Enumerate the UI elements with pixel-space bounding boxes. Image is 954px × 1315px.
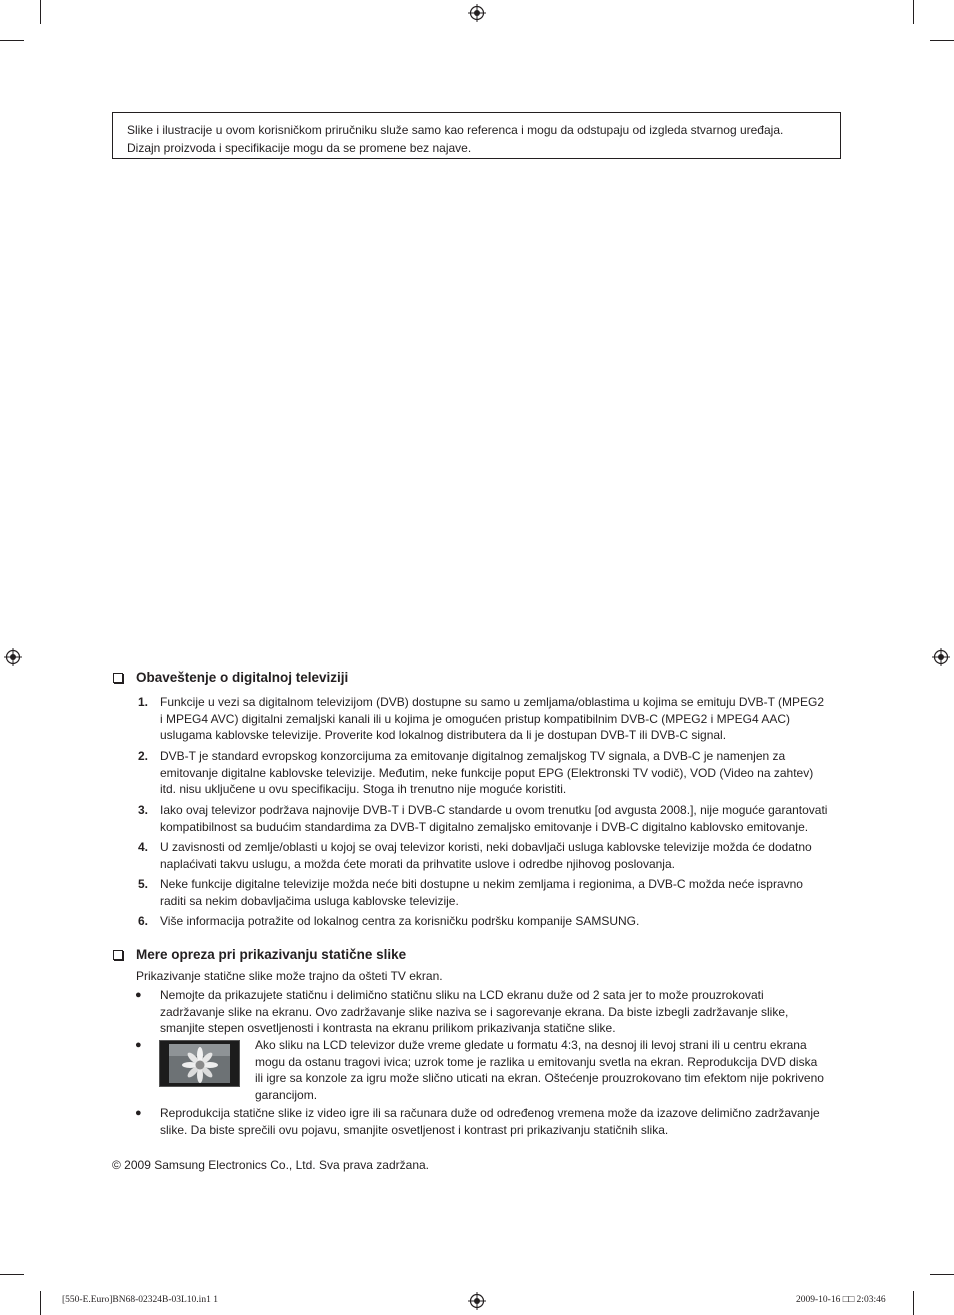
bullet-text (160, 987, 788, 1037)
crop-mark (0, 1274, 24, 1275)
item-line: DVB-T je standard evropskog konzorcijuma za emitovanje digitalnog zemaljskog TV signala, a DVB-C je namenjen za (160, 749, 786, 763)
item-number: 6. (138, 914, 149, 928)
bullet-icon: ● (135, 989, 142, 1001)
item-line: Više informacija potražite od lokalnog centra za korisničku podršku kompanije SAMSUNG. (160, 914, 640, 928)
crop-mark (913, 0, 914, 24)
item-line: raditi sa nekim dobavljačima usluga kablovske televizije. (160, 893, 459, 908)
section-heading-text: Mere opreza pri prikazivanju statične slike (136, 947, 407, 962)
crop-mark (40, 0, 41, 24)
crop-mark (930, 1274, 954, 1275)
item-number: 3. (138, 803, 149, 817)
checkbox-icon (113, 673, 123, 683)
bullet-text (160, 1105, 820, 1138)
notice-line: Dizajn proizvoda i specifikacije mogu da se promene bez najave. (127, 141, 472, 155)
item-line: Funkcije u vezi sa digitalnom televizijom (DVB) dostupne su samo u zemljama/oblastima u kojima se emituju DVB-T (MPEG2 (160, 695, 825, 709)
item-number: 2. (138, 749, 149, 763)
crop-mark (0, 40, 24, 41)
item-number: 4. (138, 840, 149, 854)
tv-flower-image-icon (160, 1041, 239, 1086)
item-line: Neke funkcije digitalne televizije možda neće biti dostupne u nekim zemljama i regionima, a DVB-C možda neće ispravno (160, 877, 803, 891)
registration-mark-icon (468, 1292, 486, 1310)
notice-box (112, 112, 841, 159)
section-heading-still-image (112, 947, 406, 962)
crop-mark (40, 1291, 41, 1315)
section-intro: Prikazivanje statične slike može trajno da ošteti TV ekran. (136, 969, 443, 983)
bullet-icon: ● (135, 1039, 142, 1051)
bullet-line: zadržavanje slike na ekranu. Ovo zadržavanje slike naziva se i sagorevanje ekrana. Da biste izbegli zadržavanje slike, (160, 1004, 789, 1019)
bullet-line: Ako sliku na LCD televizor duže vreme gledate u formatu 4:3, na desnoj ili levoj strani ili u centru ekrana (255, 1038, 807, 1052)
footer-file-info: [550-E.Euro]BN68-02324B-03L10.in1 1 (62, 1295, 218, 1305)
item-line: naplaćivati takvu uslugu, a možda ćete morati da prihvatite uslove i odredbe njihovog poslovanja. (160, 856, 675, 871)
bullet-line: mogu da ostanu tragovi ivica; uzrok tome je razlika u emitovanju svetla na ekran. Reprodukcija DVD diska (255, 1054, 818, 1069)
checkbox-icon (113, 950, 123, 960)
copyright-text: © 2009 Samsung Electronics Co., Ltd. Sva prava zadržana. (112, 1158, 430, 1172)
bullet-line: smanjite stepen osvetljenosti i kontrasta na ekranu prilikom prikazivanja statične slike. (160, 1021, 616, 1035)
item-line: itd. nisu uključene u ovu specifikaciju. Stoga ih trenutno nije moguće koristiti. (160, 782, 567, 796)
tv-flower-image (159, 1040, 240, 1087)
notice-line: Slike i ilustracije u ovom korisničkom priručniku služe samo kao referenca i mogu da odstupaju od izgleda stvarnog uređaja. (127, 123, 784, 137)
bullet-line: Reprodukcija statične slike iz video igre ili sa računara duže od određenog vremena može da izazove delimično zadržavanje (160, 1106, 820, 1120)
item-line: U zavisnosti od zemlje/oblasti u kojoj se ovaj televizor koristi, neki dobavljači usluga kablovske televizije možda će dodatno (160, 840, 812, 854)
item-line: Iako ovaj televizor podržava najnovije DVB-T i DVB-C standarde u ovom trenutku [od avgusta 2008.], nije moguće garantovati (160, 803, 828, 817)
crop-mark (930, 40, 954, 41)
registration-mark-icon (4, 648, 22, 666)
item-line: i MPEG4 AVC) digitalni zemaljski kanali ili u kojima je omogućen pristup kompatibilnim DVB-C (MPEG2 i MPEG4 AAC) (160, 711, 790, 726)
bullet-line: garancijom. (255, 1087, 318, 1102)
crop-mark (913, 1291, 914, 1315)
bullet-text (255, 1037, 824, 1103)
bullet-line: Nemojte da prikazujete statičnu i delimično statičnu sliku na LCD ekranu duže od 2 sata jer to može prouzrokovati (160, 988, 764, 1002)
bullet-line: ili igre sa konzole za igru može slično uticati na ekran. Oštećenje prouzrokovano tim efektom nije pokriveno (255, 1071, 824, 1085)
item-number: 5. (138, 877, 149, 891)
bullet-icon: ● (135, 1107, 142, 1119)
section-heading-text: Obaveštenje o digitalnoj televiziji (136, 670, 349, 685)
item-number: 1. (138, 695, 149, 709)
item-line: uslugama kablovske televizije. Proverite kod lokalnog distributera da li je dostupan DVB-T ili DVB-C signal. (160, 728, 727, 742)
registration-mark-icon (468, 4, 486, 22)
bullet-line: slike. Da biste sprečili ovu pojavu, smanjite osvetljenost i kontrast pri prikazivanju statičnih slika. (160, 1122, 669, 1137)
item-line: emitovanje digitalne kablovske televizije. Međutim, neke funkcije poput EPG (Elektronski TV vodič), VOD (Video na zahtev) (160, 765, 814, 780)
footer-timestamp: 2009-10-16 □□ 2:03:46 (796, 1295, 886, 1305)
section-heading-digital-tv (112, 670, 348, 685)
registration-mark-icon (932, 648, 950, 666)
item-line: kompatibilnost sa budućim standardima za DVB-T digitalno zemaljsko emitovanje i DVB-C digitalno kablovsko emitovanje. (160, 819, 809, 834)
